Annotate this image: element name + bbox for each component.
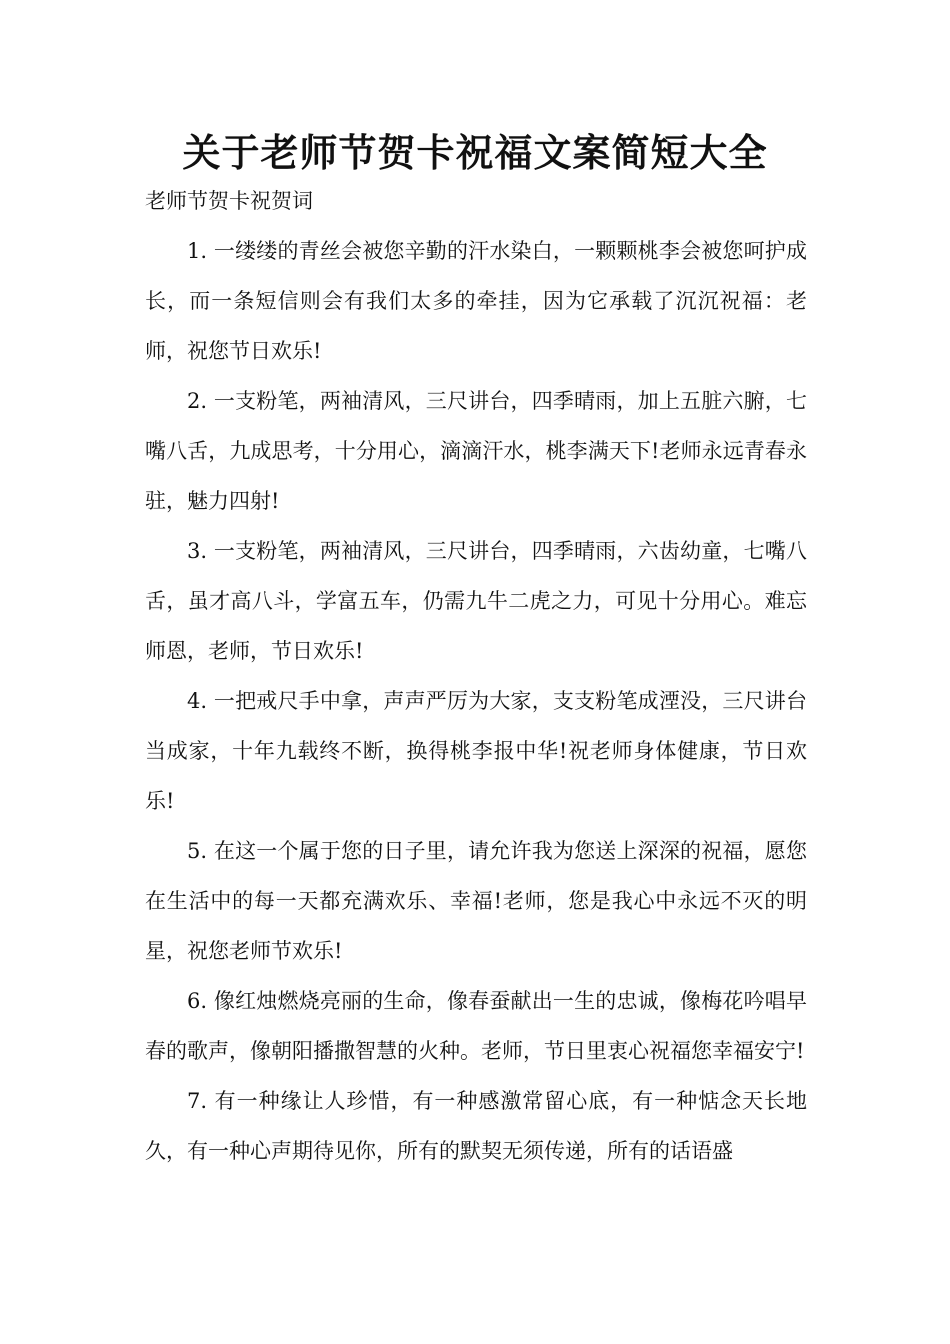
paragraph-3: 3. 一支粉笔，两袖清风，三尺讲台，四季晴雨，六齿幼童，七嘴八舌，虽才高八斗，学富五车，仍需九牛二虎之力，可见十分用心。难忘师恩，老师，节日欢乐! xyxy=(145,539,807,663)
document-subtitle: 老师节贺卡祝贺词 xyxy=(145,189,313,213)
paragraph-1: 1. 一缕缕的青丝会被您辛勤的汗水染白，一颗颗桃李会被您呵护成长，而一条短信则会有我们太多的牵挂，因为它承载了沉沉祝福：老师，祝您节日欢乐! xyxy=(145,239,807,363)
paragraph-5: 5. 在这一个属于您的日子里，请允许我为您送上深深的祝福，愿您在生活中的每一天都充满欢乐、幸福!老师，您是我心中永远不灭的明星，祝您老师节欢乐! xyxy=(145,839,807,963)
paragraph-7: 7. 有一种缘让人珍惜，有一种感激常留心底，有一种惦念天长地久，有一种心声期待见你，所有的默契无须传递，所有的话语盛 xyxy=(145,1089,807,1163)
document-title: 关于老师节贺卡祝福文案简短大全 xyxy=(182,131,768,175)
paragraph-2: 2. 一支粉笔，两袖清风，三尺讲台，四季晴雨，加上五脏六腑，七嘴八舌，九成思考，十分用心，滴滴汗水，桃李满天下!老师永远青春永驻，魅力四射! xyxy=(145,389,807,513)
document-body xyxy=(145,226,807,1176)
paragraph-6: 6. 像红烛燃烧亮丽的生命，像春蚕献出一生的忠诚，像梅花吟唱早春的歌声，像朝阳播撒智慧的火种。老师，节日里衷心祝福您幸福安宁! xyxy=(145,989,807,1063)
paragraph-4: 4. 一把戒尺手中拿，声声严厉为大家，支支粉笔成湮没，三尺讲台当成家，十年九载终不断，换得桃李报中华!祝老师身体健康，节日欢乐! xyxy=(145,689,807,813)
